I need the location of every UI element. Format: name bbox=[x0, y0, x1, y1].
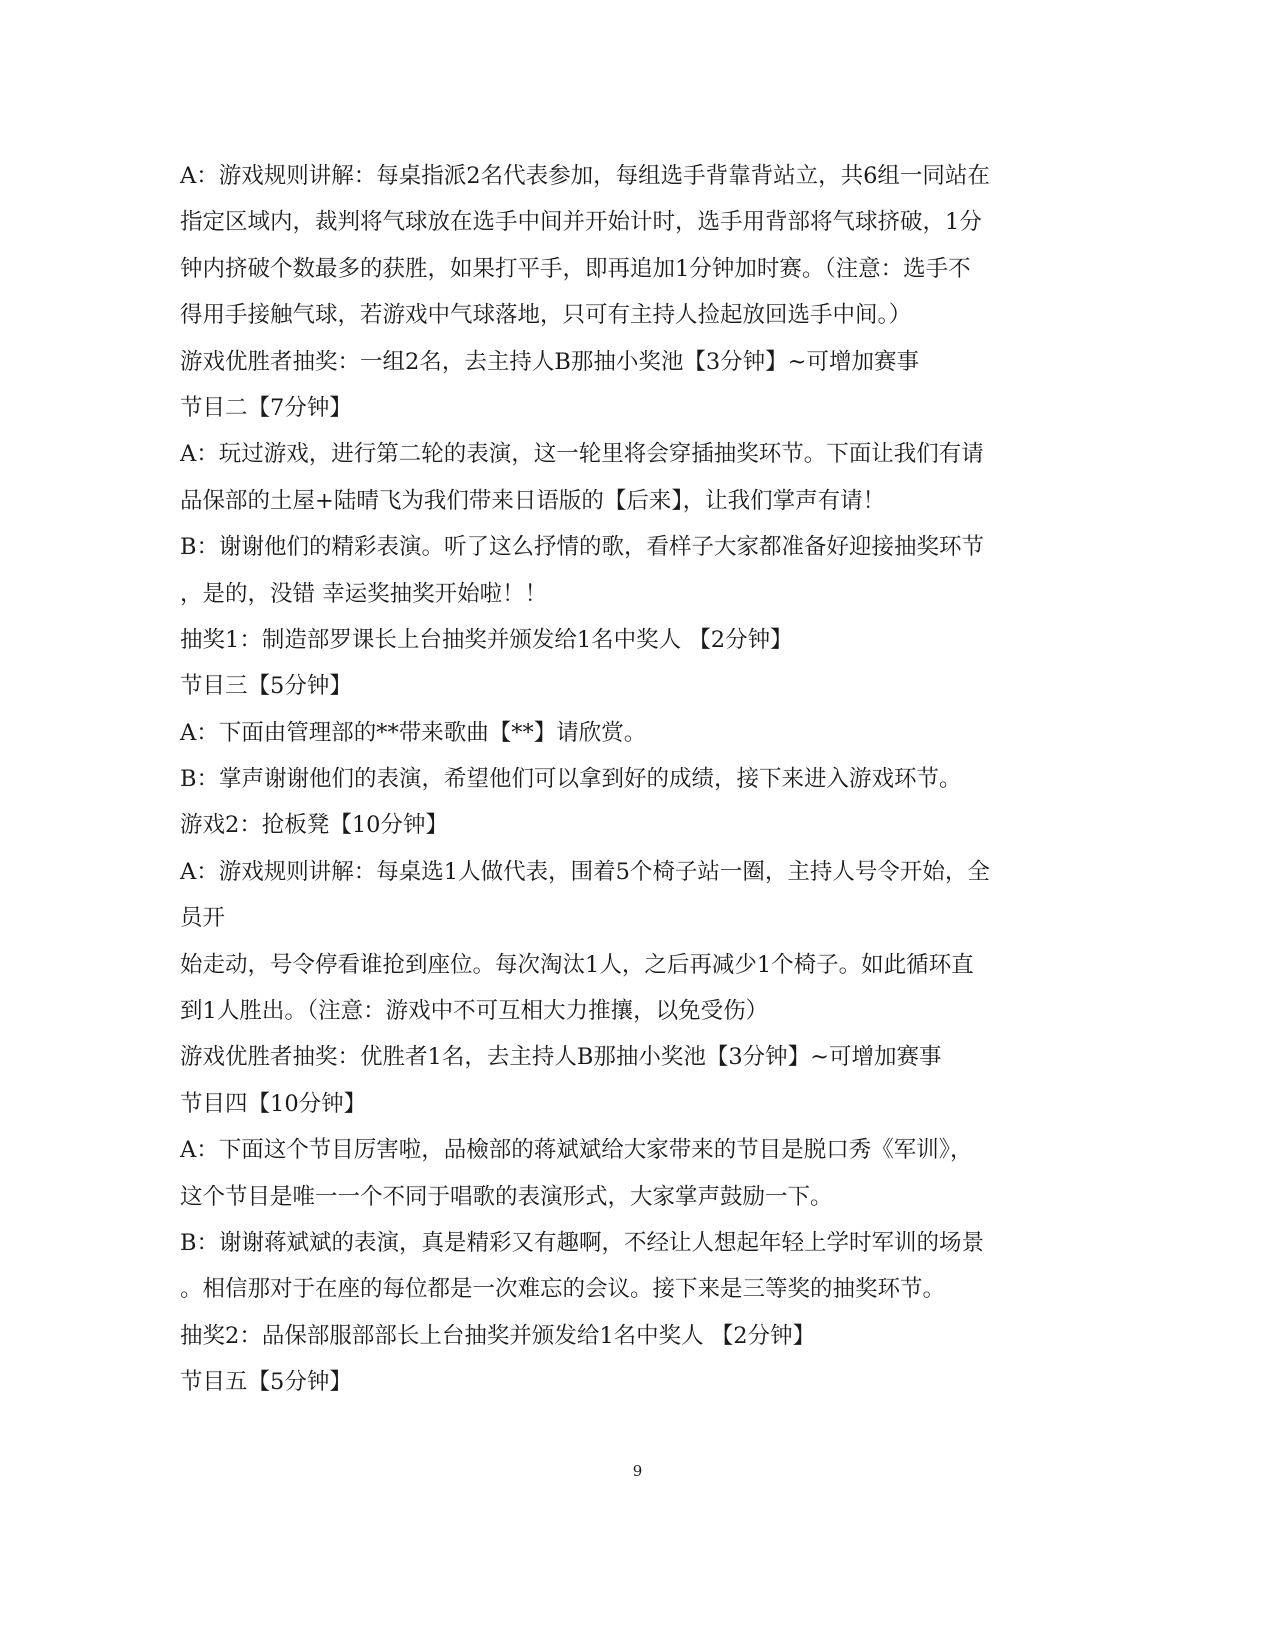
document-body bbox=[180, 153, 1060, 1406]
text-line: 到1人胜出。（注意：游戏中不可互相大力推攘，以免受伤） bbox=[180, 998, 769, 1025]
text-line: A：游戏规则讲解：每桌选1人做代表，围着5个椅子站一圈，主持人号令开始，全 bbox=[180, 858, 990, 885]
section-heading: 节目四【10分钟】 bbox=[180, 1090, 367, 1117]
page-number: 9 bbox=[632, 1462, 643, 1480]
text-line: 员开 bbox=[180, 905, 226, 932]
text-line: 指定区域内，裁判将气球放在选手中间并开始计时，选手用背部将气球挤破，1分 bbox=[180, 209, 982, 236]
text-line: 抽奖2：品保部服部部长上台抽奖并颁发给1名中奖人 【2分钟】 bbox=[180, 1322, 816, 1349]
section-heading: 节目三【5分钟】 bbox=[180, 673, 352, 700]
text-line: 得用手接触气球，若游戏中气球落地，只可有主持人捡起放回选手中间。） bbox=[180, 302, 912, 329]
text-line: B：谢谢蒋斌斌的表演，真是精彩又有趣啊，不经让人想起年轻上学时军训的场景 bbox=[180, 1229, 985, 1256]
text-line: A：游戏规则讲解：每桌指派2名代表参加，每组选手背靠背站立，共6组一同站在 bbox=[180, 163, 990, 189]
text-line: A：下面这个节目厉害啦，品檢部的蒋斌斌给大家带来的节目是脱口秀《军训》， bbox=[180, 1137, 973, 1164]
text-line: A：玩过游戏，进行第二轮的表演，这一轮里将会穿插抽奖环节。下面让我们有请 bbox=[180, 441, 984, 468]
text-line: A：下面由管理部的**带来歌曲【**】请欣赏。 bbox=[180, 719, 647, 746]
section-heading: 游戏2：抢板凳【10分钟】 bbox=[180, 812, 448, 839]
text-line: 游戏优胜者抽奖：一组2名，去主持人B那抽小奖池【3分钟】~可增加赛事 bbox=[180, 348, 920, 375]
text-line: 品保部的土屋+陆晴飞为我们带来日语版的【后来】，让我们掌声有请！ bbox=[180, 487, 886, 514]
text-line: 游戏优胜者抽奖：优胜者1名，去主持人B那抽小奖池【3分钟】~可增加赛事 bbox=[180, 1044, 942, 1071]
text-line: B：谢谢他们的精彩表演。听了这么抒情的歌，看样子大家都准备好迎接抽奖环节 bbox=[180, 534, 985, 561]
text-line: B：掌声谢谢他们的表演，希望他们可以拿到好的成绩，接下来进入游戏环节。 bbox=[180, 766, 962, 793]
section-heading: 节目二【7分钟】 bbox=[180, 394, 352, 421]
text-line: ，是的，没错 幸运奖抽奖开始啦！！ bbox=[180, 580, 548, 607]
text-line: 钟内挤破个数最多的获胜，如果打平手，即再追加1分钟加时赛。（注意：选手不 bbox=[180, 255, 971, 282]
text-line: 。相信那对于在座的每位都是一次难忘的会议。接下来是三等奖的抽奖环节。 bbox=[180, 1276, 946, 1303]
text-line: 这个节目是唯一一个不同于唱歌的表演形式，大家掌声鼓励一下。 bbox=[180, 1183, 833, 1210]
section-heading: 节目五【5分钟】 bbox=[180, 1369, 352, 1396]
text-line: 抽奖1：制造部罗课长上台抽奖并颁发给1名中奖人 【2分钟】 bbox=[180, 626, 793, 653]
text-line: 始走动，号令停看谁抢到座位。每次淘汰1人，之后再减少1个椅子。如此循环直 bbox=[180, 951, 974, 978]
